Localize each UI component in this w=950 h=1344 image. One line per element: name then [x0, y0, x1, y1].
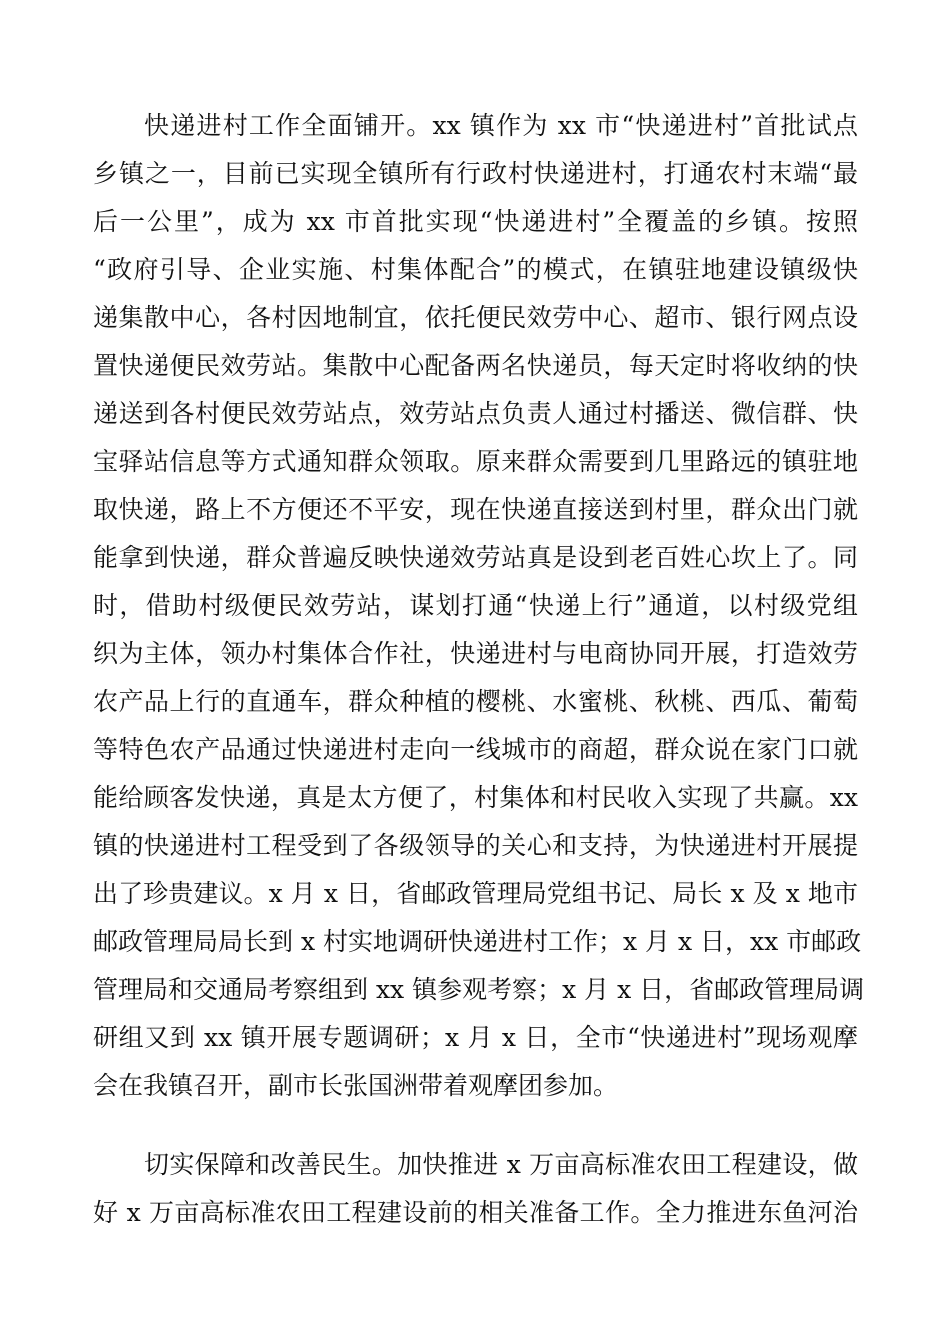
text-line: 取快递，路上不方便还不平安，现在快递直接送到村里，群众出门就: [93, 495, 858, 524]
text-line: 会在我镇召开，副市长张国洲带着观摩团参加。: [93, 1071, 619, 1100]
text-line: 能拿到快递，群众普遍反映快递效劳站真是设到老百姓心坎上了。同: [93, 543, 858, 572]
text-line: 好 x 万亩高标准农田工程建设前的相关准备工作。全力推进东鱼河治: [93, 1198, 858, 1227]
text-line: 递集散中心，各村因地制宜，依托便民效劳中心、超市、银行网点设: [93, 303, 858, 332]
text-line: 递送到各村便民效劳站点，效劳站点负责人通过村播送、微信群、快: [93, 399, 858, 428]
text-line: 时，借助村级便民效劳站，谋划打通“快递上行”通道，以村级党组: [93, 591, 858, 620]
text-line: 后一公里”，成为 xx 市首批实现“快递进村”全覆盖的乡镇。按照: [93, 207, 858, 236]
text-line: 切实保障和改善民生。加快推进 x 万亩高标准农田工程建设，做: [144, 1150, 858, 1179]
text-line: 织为主体，领办村集体合作社，快递进村与电商协同开展，打造效劳: [93, 639, 858, 668]
text-line: 农产品上行的直通车，群众种植的樱桃、水蜜桃、秋桃、西瓜、葡萄: [93, 687, 858, 716]
text-line: 能给顾客发快递，真是太方便了，村集体和村民收入实现了共赢。xx: [93, 783, 858, 812]
text-line: 研组又到 xx 镇开展专题调研；x 月 x 日，全市“快递进村”现场观摩: [93, 1023, 858, 1052]
text-line: 快递进村工作全面铺开。xx 镇作为 xx 市“快递进村”首批试点: [144, 111, 858, 140]
text-line: 镇的快递进村工程受到了各级领导的关心和支持，为快递进村开展提: [93, 831, 858, 860]
text-line: 出了珍贵建议。x 月 x 日，省邮政管理局党组书记、局长 x 及 x 地市: [93, 879, 858, 908]
text-line: 邮政管理局局长到 x 村实地调研快递进村工作；x 月 x 日，xx 市邮政: [93, 927, 862, 956]
text-line: “政府引导、企业实施、村集体配合”的模式，在镇驻地建设镇级快: [93, 255, 858, 284]
text-line: 管理局和交通局考察组到 xx 镇参观考察；x 月 x 日，省邮政管理局调: [93, 975, 865, 1004]
text-line: 等特色农产品通过快递进村走向一线城市的商超，群众说在家门口就: [93, 735, 858, 764]
text-line: 置快递便民效劳站。集散中心配备两名快递员，每天定时将收纳的快: [93, 351, 858, 380]
text-line: 乡镇之一，目前已实现全镇所有行政村快递进村，打通农村末端“最: [93, 159, 858, 188]
text-line: 宝驿站信息等方式通知群众领取。原来群众需要到几里路远的镇驻地: [93, 447, 858, 476]
